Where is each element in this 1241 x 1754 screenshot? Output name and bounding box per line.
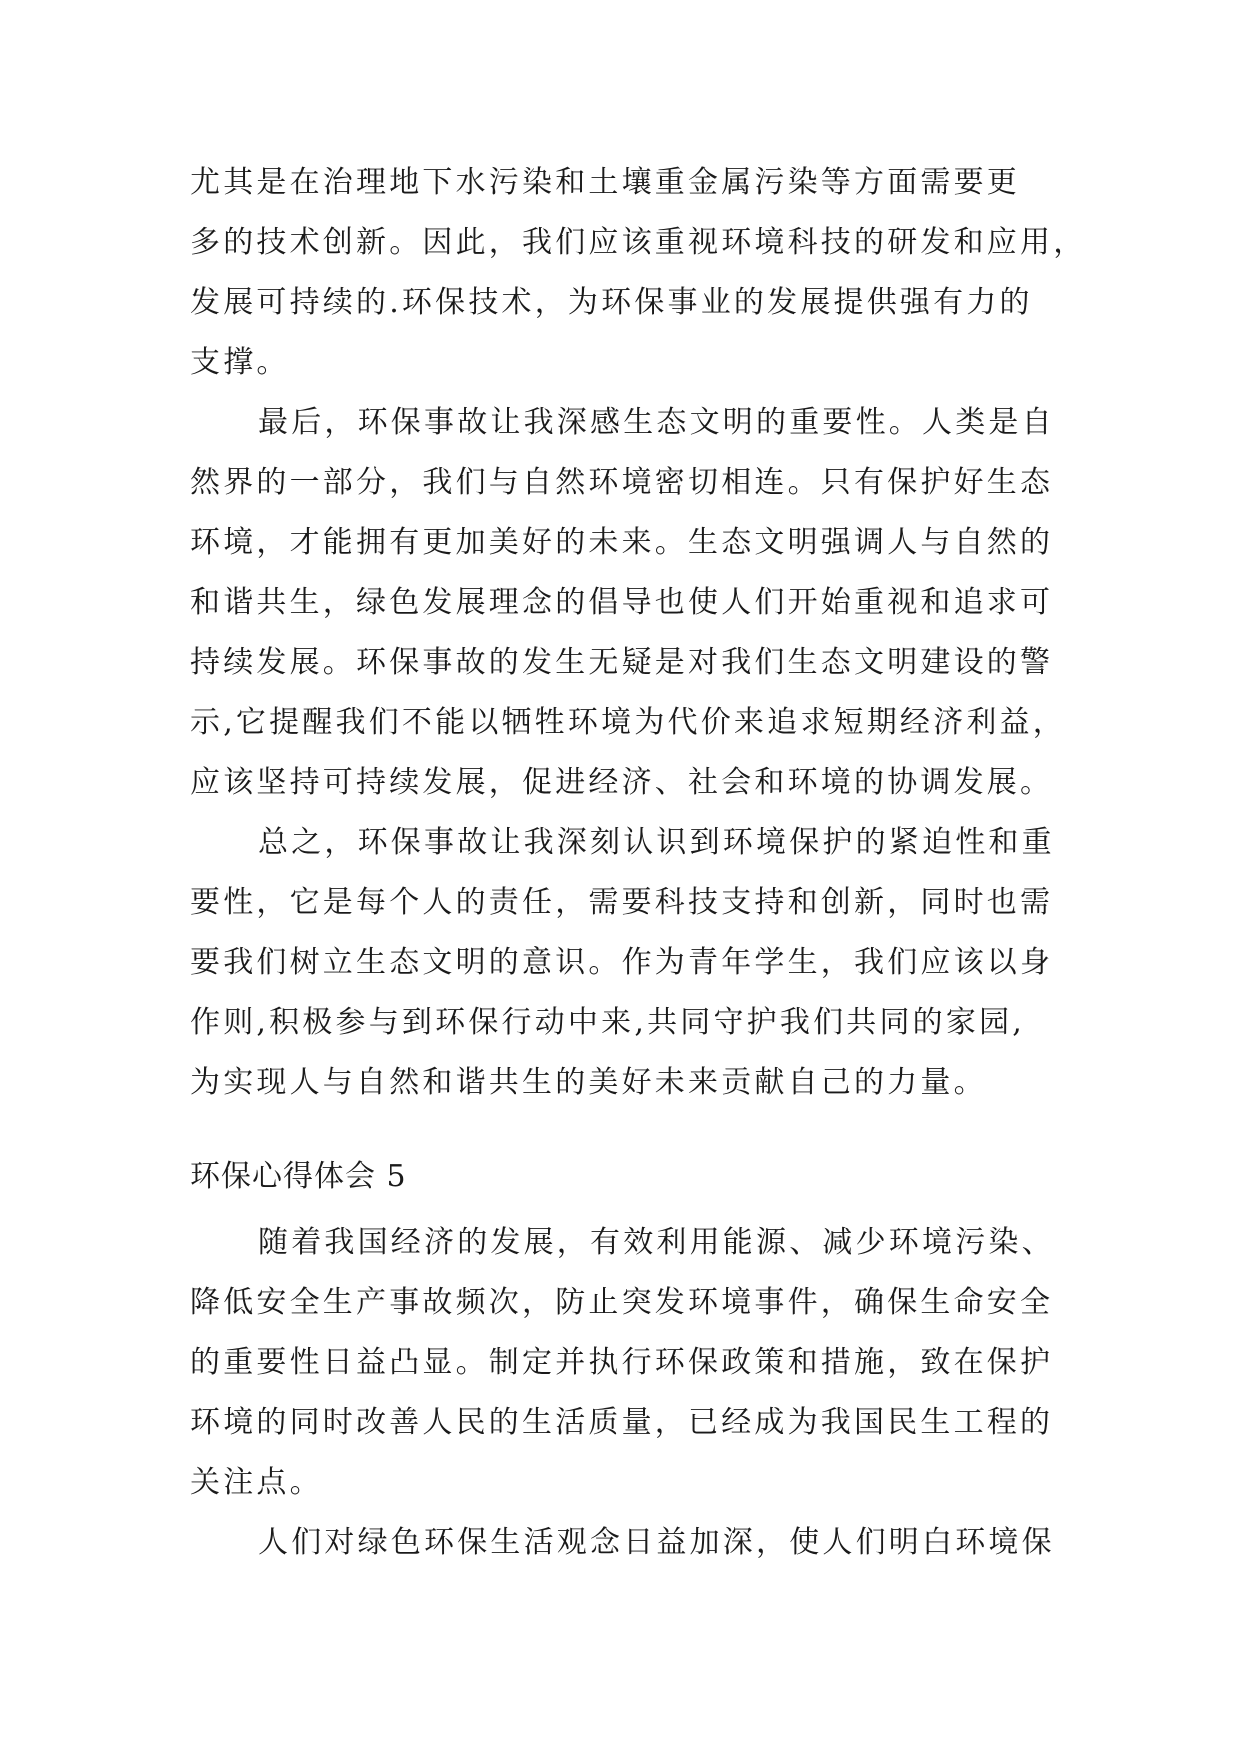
text-line: 然界的一部分，我们与自然环境密切相连。只有保护好生态 bbox=[190, 465, 1054, 500]
text-line: 为实现人与自然和谐共生的美好未来贡献自己的力量。 bbox=[190, 1065, 987, 1100]
text-line: 总之，环保事故让我深刻认识到环境保护的紧迫性和重 bbox=[258, 825, 1055, 860]
bottom-text-block bbox=[190, 1213, 1070, 1573]
text-line: 的重要性日益凸显。制定并执行环保政策和措施，致在保护 bbox=[190, 1345, 1054, 1380]
text-line: 随着我国经济的发展，有效利用能源、减少环境污染、 bbox=[258, 1225, 1055, 1260]
text-line: 要性，它是每个人的责任，需要科技支持和创新，同时也需 bbox=[190, 885, 1054, 920]
text-line: 发展可持续的.环保技术，为环保事业的发展提供强有力的 bbox=[190, 285, 1033, 320]
paragraph-ecological-civilization bbox=[190, 393, 1070, 813]
text-line: 示,它提醒我们不能以牺牲环境为代价来追求短期经济利益， bbox=[190, 705, 1066, 740]
text-line: 应该坚持可持续发展，促进经济、社会和环境的协调发展。 bbox=[190, 765, 1054, 800]
text-line: 尤其是在治理地下水污染和土壤重金属污染等方面需要更 bbox=[190, 165, 1020, 200]
paragraph-conclusion bbox=[190, 813, 1070, 1113]
text-line: 关注点。 bbox=[190, 1465, 323, 1500]
text-line: 要我们树立生态文明的意识。作为青年学生，我们应该以身 bbox=[190, 945, 1054, 980]
paragraph-economic-development bbox=[190, 1213, 1070, 1513]
paragraph-green-living bbox=[190, 1513, 1070, 1573]
paragraph-continuation bbox=[190, 153, 1087, 393]
text-line: 环境的同时改善人民的生活质量，已经成为我国民生工程的 bbox=[190, 1405, 1054, 1440]
text-line: 和谐共生，绿色发展理念的倡导也使人们开始重视和追求可 bbox=[190, 585, 1054, 620]
text-line: 最后，环保事故让我深感生态文明的重要性。人类是自 bbox=[258, 405, 1055, 440]
text-line: 降低安全生产事故频次，防止突发环境事件，确保生命安全 bbox=[190, 1285, 1054, 1320]
text-line: 持续发展。环保事故的发生无疑是对我们生态文明建设的警 bbox=[190, 645, 1054, 680]
top-text-block bbox=[190, 153, 1087, 1113]
section-heading: 环保心得体会 5 bbox=[190, 1159, 407, 1194]
text-line: 人们对绿色环保生活观念日益加深，使人们明白环境保 bbox=[258, 1525, 1055, 1560]
text-line: 作则,积极参与到环保行动中来,共同守护我们共同的家园, bbox=[190, 1005, 1026, 1040]
text-line: 多的技术创新。因此，我们应该重视环境科技的研发和应用， bbox=[190, 225, 1087, 260]
text-line: 环境，才能拥有更加美好的未来。生态文明强调人与自然的 bbox=[190, 525, 1054, 560]
text-line: 支撑。 bbox=[190, 345, 290, 380]
